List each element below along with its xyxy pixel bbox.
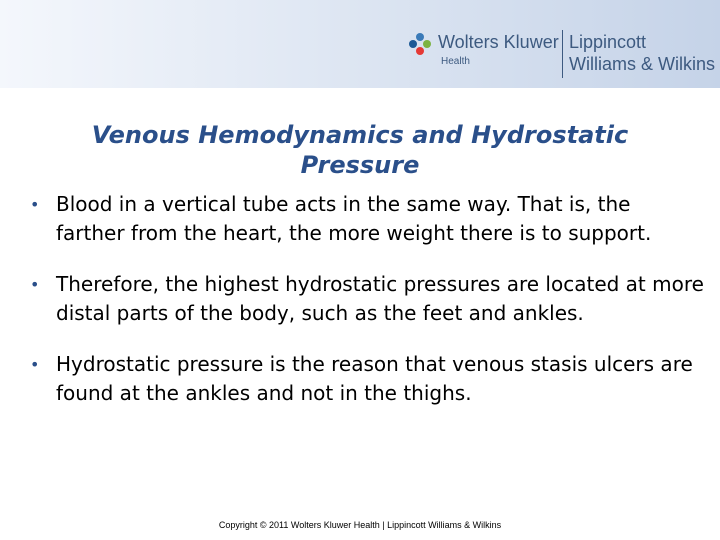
partner-name [569,31,715,75]
bullet-text: Therefore, the highest hydrostatic pressures are located at more distal parts of the body, such as the feet and ankles. [56,272,704,325]
brand-subtitle: Health [441,56,470,67]
bullet-text: Blood in a vertical tube acts in the same way. That is, the farther from the heart, the more weight there is to support. [56,192,652,245]
header-band [0,0,720,88]
bullet-item [28,270,704,328]
bullet-text: Hydrostatic pressure is the reason that venous stasis ulcers are found at the ankles and not in the thighs. [56,352,693,405]
wolters-kluwer-logo-icon [408,32,432,56]
bullet-list [28,190,704,430]
bullet-dot-icon: • [30,275,40,294]
slide-title: Venous Hemodynamics and Hydrostatic Pressure [91,121,629,179]
brand-name: Wolters Kluwer [438,32,559,52]
bullet-dot-icon: • [30,195,40,214]
partner-name-line2: Williams & Wilkins [569,54,715,74]
copyright-footer: Copyright © 2011 Wolters Kluwer Health | Lippincott Williams & Wilkins [218,520,502,530]
bullet-item [28,190,704,248]
logo-divider [562,30,563,78]
partner-name-line1: Lippincott [569,32,647,52]
bullet-item [28,350,704,408]
bullet-dot-icon: • [30,355,40,374]
